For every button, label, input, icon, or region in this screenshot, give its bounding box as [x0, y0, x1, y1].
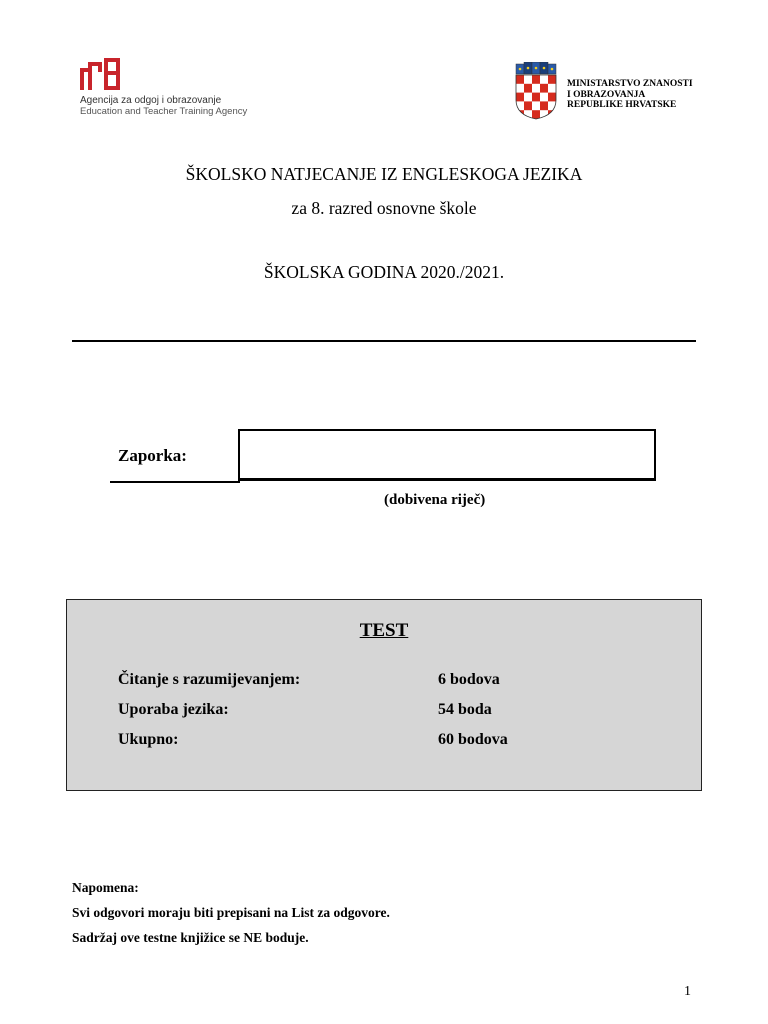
page-number: 1 — [684, 984, 691, 999]
note-line: Svi odgovori moraju biti prepisani na List za odgovore. — [72, 905, 390, 920]
ministry-line: MINISTARSTVO ZNANOSTI — [567, 79, 693, 89]
croatian-coat-of-arms-icon — [514, 62, 558, 120]
ministry-name — [567, 79, 693, 111]
test-row-points: 60 bodova — [438, 731, 508, 748]
test-row-points: 54 boda — [438, 701, 492, 718]
agency-name-hr: Agencija za odgoj i obrazovanje — [80, 95, 222, 106]
ministry-line: REPUBLIKE HRVATSKE — [567, 100, 677, 110]
note-line: Sadržaj ove testne knjižice se NE boduje. — [72, 930, 309, 945]
test-row-label: Čitanje s razumijevanjem: — [118, 671, 301, 688]
note-heading: Napomena: — [72, 880, 139, 895]
title-divider — [72, 340, 696, 342]
zaporka-input-box[interactable] — [238, 429, 656, 481]
test-row-label: Ukupno: — [118, 731, 179, 748]
test-row-points: 6 bodova — [438, 671, 500, 688]
competition-title: ŠKOLSKO NATJECANJE IZ ENGLESKOGA JEZIKA — [185, 164, 583, 184]
school-year: ŠKOLSKA GODINA 2020./2021. — [263, 262, 505, 282]
test-title: TEST — [359, 620, 409, 641]
grade-subtitle: za 8. razred osnovne škole — [291, 198, 477, 218]
zaporka-label: Zaporka: — [118, 446, 187, 465]
agency-name-en: Education and Teacher Training Agency — [80, 106, 248, 117]
zaporka-hint: (dobivena riječ) — [384, 492, 486, 508]
ato-logo-icon — [80, 58, 126, 90]
ministry-line: I OBRAZOVANJA — [567, 89, 646, 100]
test-row-label: Uporaba jezika: — [118, 701, 229, 718]
zaporka-underline — [110, 481, 240, 483]
